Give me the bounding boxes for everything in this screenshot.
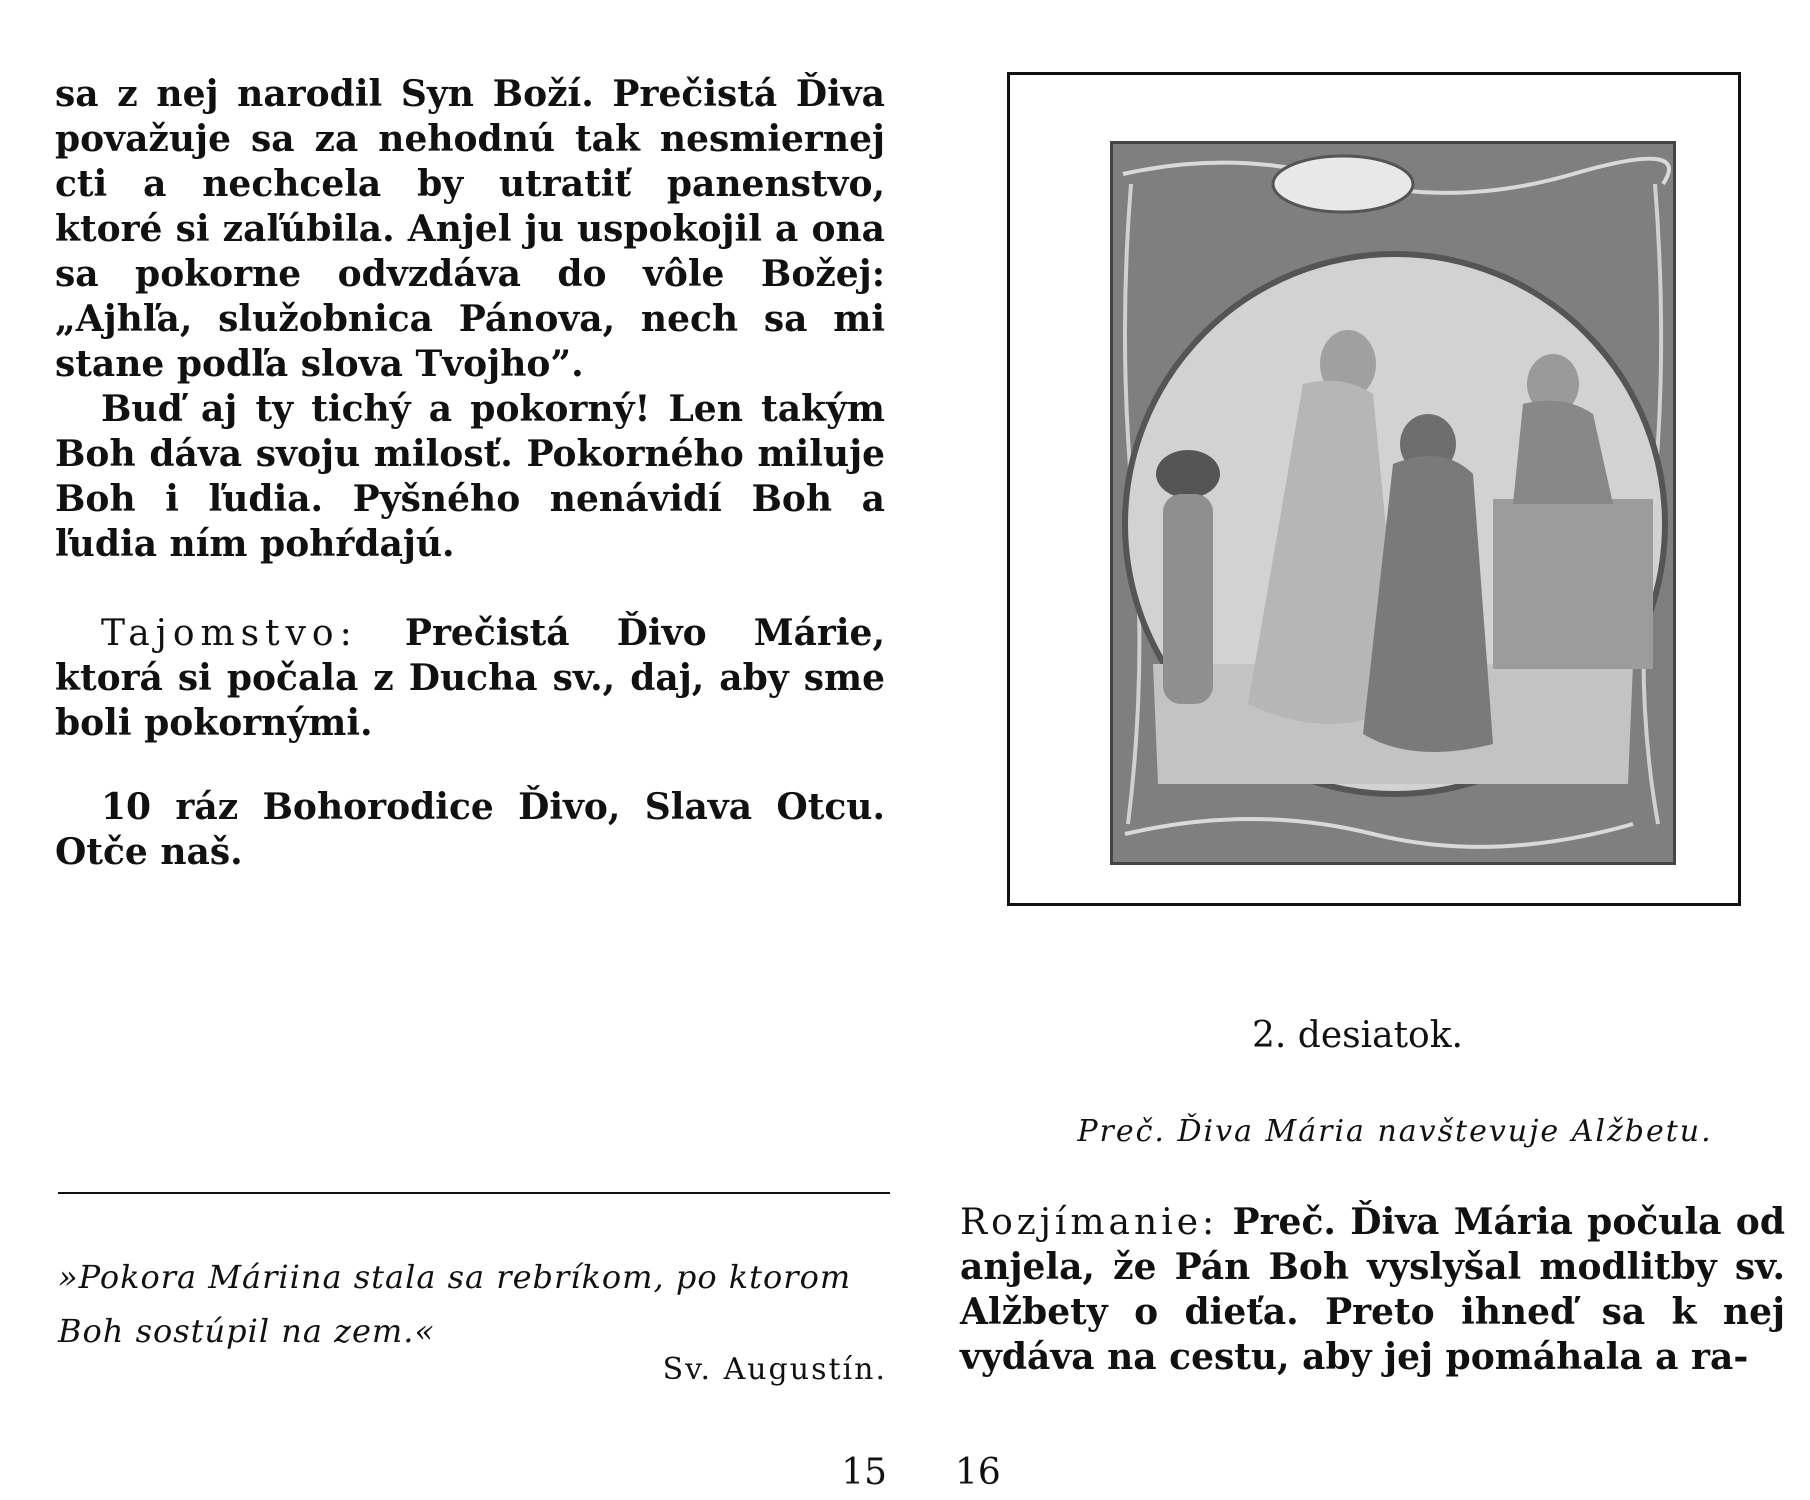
mystery-paragraph bbox=[55, 611, 885, 746]
prayer-instruction: 10 ráz Bohorodice Ďivo, Slava Otcu. Otče naš. bbox=[55, 786, 885, 873]
mystery-label: Tajomstvo: bbox=[101, 613, 358, 654]
quote-author: Sv. Augustín. bbox=[662, 1352, 887, 1387]
mystery-text: Prečistá Ďivo Márie, ktorá si počala z Ducha sv., daj, aby sme boli pokornými. bbox=[55, 612, 885, 744]
meditation-paragraph bbox=[960, 1200, 1785, 1380]
paragraph-humility: Buď aj ty tichý a pokorný! Len takým Boh dáva svoju milosť. Pokorného miluje Boh i ľudia. Pyšného nenávidí Boh a ľudia ním pohŕdajú. bbox=[55, 388, 885, 565]
meditation-text: Preč. Ďiva Mária počula od anjela, že Pán Boh vyslyšal modlitby sv. Alžbety o dieťa. Preto ihneď sa k nej vydáva na cestu, aby jej pomáhala a ra- bbox=[960, 1201, 1785, 1378]
decade-title: 2. desiatok. bbox=[1252, 1015, 1463, 1056]
right-page bbox=[905, 0, 1810, 1500]
page-number-16: 16 bbox=[955, 1452, 1001, 1493]
footnote-rule bbox=[58, 1192, 890, 1194]
meditation-label: Rozjímanie: bbox=[960, 1202, 1219, 1243]
page-number-15: 15 bbox=[841, 1452, 887, 1493]
illustration-frame bbox=[1007, 72, 1741, 906]
mystery-subtitle: Preč. Ďiva Mária navštevuje Alžbetu. bbox=[1077, 1114, 1713, 1149]
paragraph-annunciation: sa z nej narodil Syn Boží. Prečistá Ďiva považuje sa za nehodnú tak nesmiernej cti a nechcela by utratiť panenstvo, ktoré si zaľúbila. Anjel ju uspokojil a ona sa pokorne odvzdáva do vôle Božej: „Ajhľa, služobnica Pánova, nech sa mi stane podľa slova Tvojho”. bbox=[55, 73, 885, 385]
engraving-illustration bbox=[1113, 144, 1673, 862]
visitation-engraving bbox=[1110, 141, 1676, 865]
augustine-quote: »Pokora Máriina stala sa rebríkom, po ktorom Boh sostúpil na zem.« bbox=[58, 1258, 852, 1350]
